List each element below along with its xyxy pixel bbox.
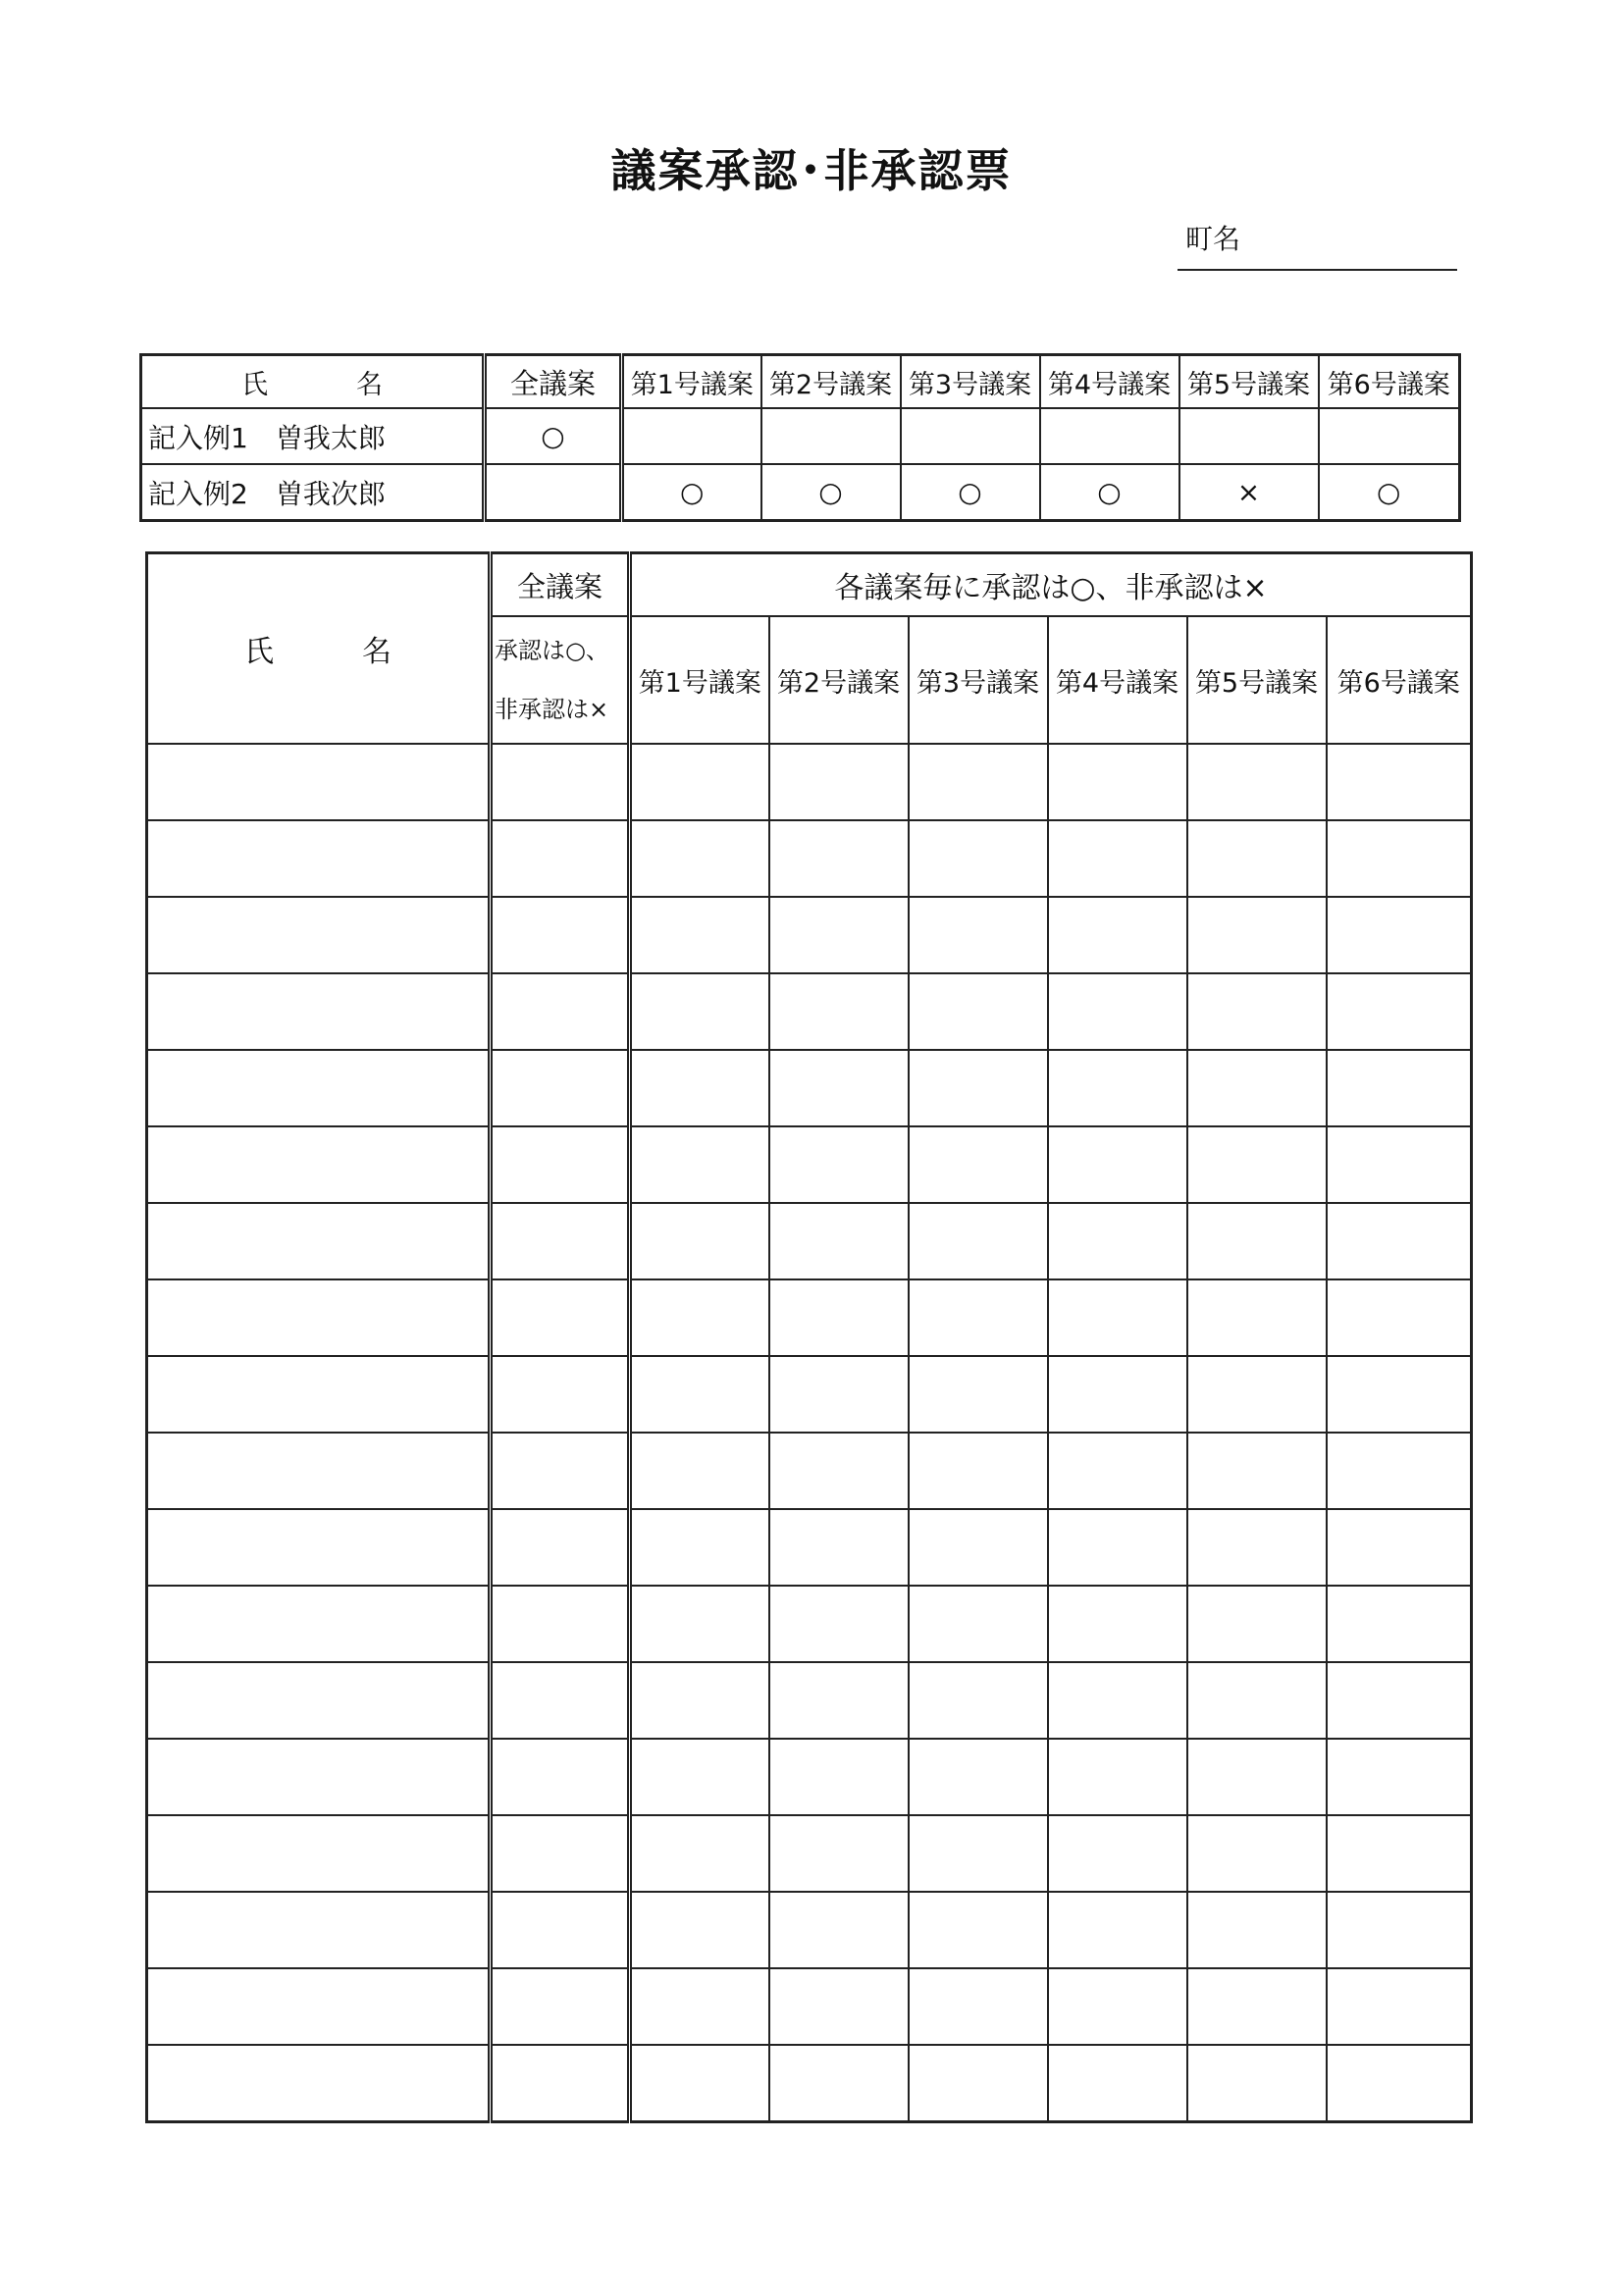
bill5-vote-cell[interactable] (1187, 1433, 1327, 1509)
voter-name-cell[interactable] (147, 1279, 491, 1356)
all-bills-vote-cell[interactable] (491, 744, 630, 820)
example-mark (1040, 408, 1179, 464)
bill1-vote-cell[interactable] (630, 973, 769, 1050)
all-bills-vote-cell[interactable] (491, 1509, 630, 1586)
name-header-char2: 名 (356, 369, 383, 400)
bill5-vote-cell[interactable] (1187, 1203, 1327, 1279)
bill1-vote-cell[interactable] (630, 1892, 769, 1968)
example-name: 記入例2 曽我次郎 (141, 464, 485, 521)
bill3-vote-cell[interactable] (909, 1586, 1048, 1662)
bill1-vote-cell[interactable] (630, 897, 769, 973)
example-name: 記入例1 曽我太郎 (141, 408, 485, 464)
all-bills-vote-cell[interactable] (491, 1662, 630, 1739)
bill2-vote-cell[interactable] (769, 1662, 909, 1739)
example-bill6-header: 第6号議案 (1319, 355, 1460, 409)
bill6-vote-cell[interactable] (1327, 1815, 1472, 1892)
bill4-vote-cell[interactable] (1048, 1509, 1187, 1586)
vote-bill5-header: 第5号議案 (1187, 616, 1327, 744)
voter-name-cell[interactable] (147, 1356, 491, 1433)
all-bills-vote-cell[interactable] (491, 1279, 630, 1356)
vote-row (147, 1356, 1472, 1433)
example-bill1-header: 第1号議案 (622, 355, 761, 409)
bill2-vote-cell[interactable] (769, 1509, 909, 1586)
bill4-vote-cell[interactable] (1048, 744, 1187, 820)
vote-table (145, 551, 1473, 2123)
vote-table-body (147, 744, 1472, 2122)
vote-row (147, 1126, 1472, 1203)
voter-name-cell[interactable] (147, 1586, 491, 1662)
document-title: 議案承認･非承認票 (610, 144, 1013, 197)
example-mark (622, 408, 761, 464)
vote-bill1-header: 第1号議案 (630, 616, 769, 744)
bill2-vote-cell[interactable] (769, 1892, 909, 1968)
example-mark: ○ (901, 464, 1040, 521)
bill5-vote-cell[interactable] (1187, 1279, 1327, 1356)
all-bills-vote-cell[interactable] (491, 1050, 630, 1126)
bill2-vote-cell[interactable] (769, 1356, 909, 1433)
all-bills-vote-cell[interactable] (491, 1739, 630, 1815)
vote-name-header (147, 553, 491, 745)
vote-row (147, 744, 1472, 820)
bill5-vote-cell[interactable] (1187, 897, 1327, 973)
name-header-char1: 氏 (244, 635, 274, 669)
bill2-vote-cell[interactable] (769, 1815, 909, 1892)
bill5-vote-cell[interactable] (1187, 1892, 1327, 1968)
voter-name-cell[interactable] (147, 820, 491, 897)
bill5-vote-cell[interactable] (1187, 1509, 1327, 1586)
bill3-vote-cell[interactable] (909, 1203, 1048, 1279)
voter-name-cell[interactable] (147, 1050, 491, 1126)
bill6-vote-cell[interactable] (1327, 1050, 1472, 1126)
voter-name-cell[interactable] (147, 1815, 491, 1892)
example-header-row (141, 355, 1460, 409)
all-bills-vote-cell[interactable] (491, 1586, 630, 1662)
bill3-vote-cell[interactable] (909, 973, 1048, 1050)
bill6-vote-cell[interactable] (1327, 1203, 1472, 1279)
bill2-vote-cell[interactable] (769, 1739, 909, 1815)
bill2-vote-cell[interactable] (769, 1050, 909, 1126)
bill1-vote-cell[interactable] (630, 820, 769, 897)
bill2-vote-cell[interactable] (769, 1968, 909, 2045)
bill1-vote-cell[interactable] (630, 1203, 769, 1279)
bill1-vote-cell[interactable] (630, 1126, 769, 1203)
bill1-vote-cell[interactable] (630, 1279, 769, 1356)
vote-row (147, 1968, 1472, 2045)
example-all-mark (485, 464, 622, 521)
bill3-vote-cell[interactable] (909, 1050, 1048, 1126)
bill6-vote-cell[interactable] (1327, 1433, 1472, 1509)
vote-row (147, 1815, 1472, 1892)
bill3-vote-cell[interactable] (909, 897, 1048, 973)
bill4-vote-cell[interactable] (1048, 1815, 1187, 1892)
vote-header-row (147, 553, 1472, 617)
bill5-vote-cell[interactable] (1187, 1815, 1327, 1892)
example-bill3-header: 第3号議案 (901, 355, 1040, 409)
bill4-vote-cell[interactable] (1048, 1892, 1187, 1968)
all-bills-vote-cell[interactable] (491, 897, 630, 973)
bill2-vote-cell[interactable] (769, 973, 909, 1050)
example-row (141, 464, 1460, 521)
voter-name-cell[interactable] (147, 1509, 491, 1586)
bill4-vote-cell[interactable] (1048, 1968, 1187, 2045)
bill2-vote-cell[interactable] (769, 744, 909, 820)
name-header-char1: 氏 (241, 369, 268, 400)
example-mark (1179, 408, 1319, 464)
bill6-vote-cell[interactable] (1327, 897, 1472, 973)
all-bills-note (491, 616, 630, 744)
bill2-vote-cell[interactable] (769, 820, 909, 897)
vote-row (147, 820, 1472, 897)
vote-row (147, 1662, 1472, 1739)
bill4-vote-cell[interactable] (1048, 897, 1187, 973)
bill5-vote-cell[interactable] (1187, 820, 1327, 897)
all-bills-note-line1: 承認は○、 (495, 637, 609, 664)
bill6-vote-cell[interactable] (1327, 1356, 1472, 1433)
bill2-vote-cell[interactable] (769, 897, 909, 973)
example-mark (901, 408, 1040, 464)
vote-bill4-header: 第4号議案 (1048, 616, 1187, 744)
vote-row (147, 1050, 1472, 1126)
voter-name-cell[interactable] (147, 1126, 491, 1203)
example-mark (761, 408, 901, 464)
bill4-vote-cell[interactable] (1048, 1586, 1187, 1662)
bill2-vote-cell[interactable] (769, 1586, 909, 1662)
example-mark: × (1179, 464, 1319, 521)
example-bill4-header: 第4号議案 (1040, 355, 1179, 409)
example-mark (1319, 408, 1460, 464)
example-mark: ○ (622, 464, 761, 521)
bill2-vote-cell[interactable] (769, 1279, 909, 1356)
voter-name-cell[interactable] (147, 1433, 491, 1509)
bill5-vote-cell[interactable] (1187, 1968, 1327, 2045)
bill1-vote-cell[interactable] (630, 1968, 769, 2045)
bill2-vote-cell[interactable] (769, 1433, 909, 1509)
bill1-vote-cell[interactable] (630, 1050, 769, 1126)
bill4-vote-cell[interactable] (1048, 1050, 1187, 1126)
bill6-vote-cell[interactable] (1327, 1279, 1472, 1356)
bill6-vote-cell[interactable] (1327, 1509, 1472, 1586)
bill6-vote-cell[interactable] (1327, 744, 1472, 820)
bill6-vote-cell[interactable] (1327, 1892, 1472, 1968)
bill1-vote-cell[interactable] (630, 1433, 769, 1509)
name-header-char2: 名 (362, 635, 392, 669)
example-table (139, 353, 1461, 522)
bill1-vote-cell[interactable] (630, 744, 769, 820)
vote-bill2-header: 第2号議案 (769, 616, 909, 744)
bill6-vote-cell[interactable] (1327, 2045, 1472, 2122)
example-all-bills-header: 全議案 (485, 355, 622, 409)
vote-row (147, 1433, 1472, 1509)
voter-name-cell[interactable] (147, 1662, 491, 1739)
all-bills-vote-cell[interactable] (491, 1815, 630, 1892)
bill1-vote-cell[interactable] (630, 1739, 769, 1815)
all-bills-vote-cell[interactable] (491, 973, 630, 1050)
bill3-vote-cell[interactable] (909, 1968, 1048, 2045)
all-bills-vote-cell[interactable] (491, 2045, 630, 2122)
bill2-vote-cell[interactable] (769, 1203, 909, 1279)
bill4-vote-cell[interactable] (1048, 1739, 1187, 1815)
town-name-field[interactable] (1178, 269, 1457, 271)
bill4-vote-cell[interactable] (1048, 1126, 1187, 1203)
bill5-vote-cell[interactable] (1187, 744, 1327, 820)
all-bills-vote-cell[interactable] (491, 1968, 630, 2045)
bill6-vote-cell[interactable] (1327, 820, 1472, 897)
vote-row (147, 2045, 1472, 2122)
bill3-vote-cell[interactable] (909, 1509, 1048, 1586)
all-bills-vote-cell[interactable] (491, 820, 630, 897)
voter-name-cell[interactable] (147, 2045, 491, 2122)
vote-row (147, 897, 1472, 973)
vote-row (147, 973, 1472, 1050)
bill1-vote-cell[interactable] (630, 1815, 769, 1892)
voter-name-cell[interactable] (147, 1203, 491, 1279)
bill4-vote-cell[interactable] (1048, 1356, 1187, 1433)
bill5-vote-cell[interactable] (1187, 1126, 1327, 1203)
bill3-vote-cell[interactable] (909, 820, 1048, 897)
all-bills-vote-cell[interactable] (491, 1203, 630, 1279)
vote-bill6-header: 第6号議案 (1327, 616, 1472, 744)
example-mark: ○ (1319, 464, 1460, 521)
bill1-vote-cell[interactable] (630, 1509, 769, 1586)
each-bill-instruction: 各議案毎に承認は○、非承認は× (630, 553, 1472, 617)
bill6-vote-cell[interactable] (1327, 1739, 1472, 1815)
bill3-vote-cell[interactable] (909, 1739, 1048, 1815)
all-bills-vote-cell[interactable] (491, 1433, 630, 1509)
bill6-vote-cell[interactable] (1327, 1586, 1472, 1662)
example-mark: ○ (1040, 464, 1179, 521)
bill3-vote-cell[interactable] (909, 1892, 1048, 1968)
vote-bill3-header: 第3号議案 (909, 616, 1048, 744)
bill5-vote-cell[interactable] (1187, 1739, 1327, 1815)
bill6-vote-cell[interactable] (1327, 1662, 1472, 1739)
bill3-vote-cell[interactable] (909, 1356, 1048, 1433)
bill1-vote-cell[interactable] (630, 1586, 769, 1662)
example-name-header (141, 355, 485, 409)
bill5-vote-cell[interactable] (1187, 973, 1327, 1050)
bill3-vote-cell[interactable] (909, 1433, 1048, 1509)
bill1-vote-cell[interactable] (630, 2045, 769, 2122)
voter-name-cell[interactable] (147, 1739, 491, 1815)
bill2-vote-cell[interactable] (769, 2045, 909, 2122)
all-bills-vote-cell[interactable] (491, 1892, 630, 1968)
bill4-vote-cell[interactable] (1048, 973, 1187, 1050)
voter-name-cell[interactable] (147, 973, 491, 1050)
vote-all-bills-header: 全議案 (491, 553, 630, 617)
bill1-vote-cell[interactable] (630, 1662, 769, 1739)
bill5-vote-cell[interactable] (1187, 2045, 1327, 2122)
example-bill2-header: 第2号議案 (761, 355, 901, 409)
bill4-vote-cell[interactable] (1048, 820, 1187, 897)
example-mark: ○ (761, 464, 901, 521)
all-bills-vote-cell[interactable] (491, 1126, 630, 1203)
vote-row (147, 1509, 1472, 1586)
voter-name-cell[interactable] (147, 897, 491, 973)
bill3-vote-cell[interactable] (909, 2045, 1048, 2122)
bill3-vote-cell[interactable] (909, 1126, 1048, 1203)
bill3-vote-cell[interactable] (909, 1662, 1048, 1739)
bill4-vote-cell[interactable] (1048, 1203, 1187, 1279)
bill6-vote-cell[interactable] (1327, 1968, 1472, 2045)
vote-row (147, 1586, 1472, 1662)
bill4-vote-cell[interactable] (1048, 2045, 1187, 2122)
bill3-vote-cell[interactable] (909, 1279, 1048, 1356)
example-row (141, 408, 1460, 464)
example-bill5-header: 第5号議案 (1179, 355, 1319, 409)
vote-row (147, 1739, 1472, 1815)
voter-name-cell[interactable] (147, 744, 491, 820)
vote-row (147, 1203, 1472, 1279)
all-bills-vote-cell[interactable] (491, 1356, 630, 1433)
voter-name-cell[interactable] (147, 1892, 491, 1968)
bill5-vote-cell[interactable] (1187, 1050, 1327, 1126)
bill5-vote-cell[interactable] (1187, 1356, 1327, 1433)
bill4-vote-cell[interactable] (1048, 1662, 1187, 1739)
bill3-vote-cell[interactable] (909, 744, 1048, 820)
town-label: 町名 (1185, 223, 1241, 255)
bill1-vote-cell[interactable] (630, 1356, 769, 1433)
bill5-vote-cell[interactable] (1187, 1662, 1327, 1739)
bill4-vote-cell[interactable] (1048, 1433, 1187, 1509)
example-all-mark: ○ (485, 408, 622, 464)
voter-name-cell[interactable] (147, 1968, 491, 2045)
bill4-vote-cell[interactable] (1048, 1279, 1187, 1356)
bill6-vote-cell[interactable] (1327, 973, 1472, 1050)
vote-row (147, 1279, 1472, 1356)
bill5-vote-cell[interactable] (1187, 1586, 1327, 1662)
bill2-vote-cell[interactable] (769, 1126, 909, 1203)
bill6-vote-cell[interactable] (1327, 1126, 1472, 1203)
vote-row (147, 1892, 1472, 1968)
bill3-vote-cell[interactable] (909, 1815, 1048, 1892)
all-bills-note-line2: 非承認は× (495, 696, 609, 723)
